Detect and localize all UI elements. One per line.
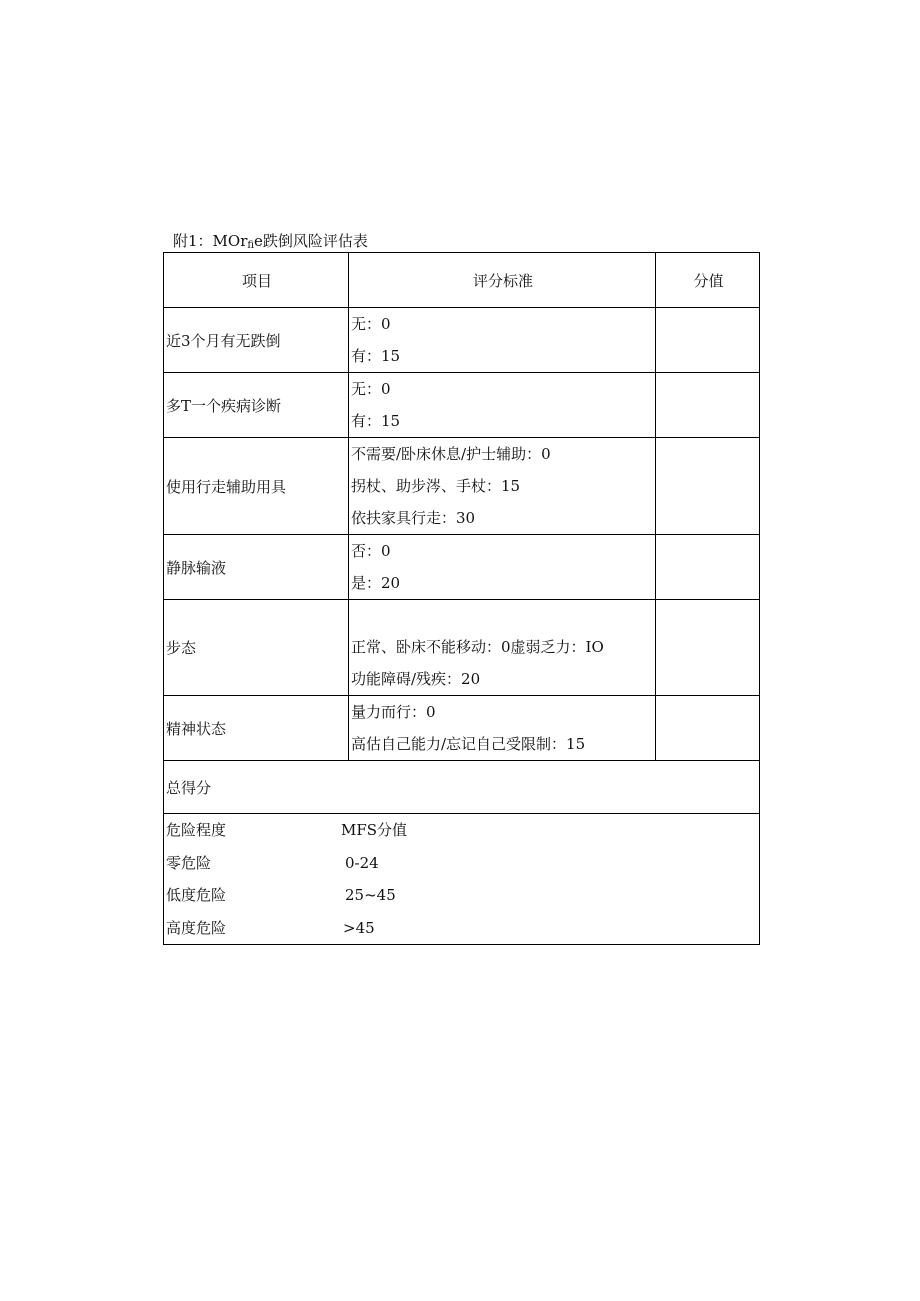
criteria-line: 有：15 [351,347,401,365]
risk-level: 高度危险 [166,918,227,937]
criteria-line: 正常、卧床不能移动：0虚弱乏力：IO [351,638,604,656]
criteria-line: 否：0 [351,542,391,560]
table-header-row [164,253,760,308]
table-row [164,696,760,761]
risk-range: 25~45 [345,886,396,904]
row-criteria [349,438,656,535]
score-cell [656,308,760,373]
table-row [164,600,760,696]
table-row [164,535,760,600]
row-criteria [349,308,656,373]
header-score: 分值 [656,253,760,308]
total-row [164,761,760,814]
criteria-line: 依扶家具行走：30 [351,509,476,527]
criteria-line: 有：15 [351,412,401,430]
risk-level: 低度危险 [166,886,227,904]
row-item: 近3个月有无跌倒 [164,308,349,373]
score-cell [656,373,760,438]
risk-level: 零危险 [166,853,212,872]
row-criteria [349,696,656,761]
row-item: 步态 [164,600,349,696]
row-item: 精神状态 [164,696,349,761]
criteria-line: 量力而行：0 [351,703,436,721]
risk-header-level: 危险程度 [166,821,227,839]
risk-range: 0-24 [345,853,379,872]
criteria-line: 功能障碍/残疾：20 [351,670,481,688]
document-title [173,231,368,254]
row-criteria [349,535,656,600]
table-row [164,373,760,438]
risk-row [164,814,760,945]
criteria-line: 拐杖、助步涔、手杖：15 [351,477,521,495]
table-row [164,308,760,373]
risk-header-value: MFS分值 [341,821,408,839]
criteria-line: 不需要/卧床休息/护士辅助：0 [351,445,551,463]
score-cell [656,696,760,761]
title-subscript: fi [247,240,255,251]
row-criteria [349,373,656,438]
criteria-line: 是：20 [351,574,401,592]
risk-cell [164,814,760,945]
total-label: 总得分 [164,761,760,814]
row-criteria [349,600,656,696]
score-cell [656,600,760,696]
header-criteria: 评分标准 [349,253,656,308]
title-suffix: e跌倒风险评估表 [254,232,368,250]
score-cell [656,438,760,535]
row-item: 使用行走辅助用具 [164,438,349,535]
row-item: 静脉输液 [164,535,349,600]
morse-fall-scale-table [163,252,760,945]
risk-range: >45 [343,918,375,937]
criteria-line: 高估自己能力/忘记自己受限制：15 [351,735,586,753]
criteria-line: 无：0 [351,380,391,398]
header-item: 项目 [164,253,349,308]
row-item: 多T一个疾病诊断 [164,373,349,438]
score-cell [656,535,760,600]
risk-grid [166,814,759,944]
table-row [164,438,760,535]
title-prefix: 附1：MOr [173,232,248,250]
criteria-line: 无：0 [351,315,391,333]
